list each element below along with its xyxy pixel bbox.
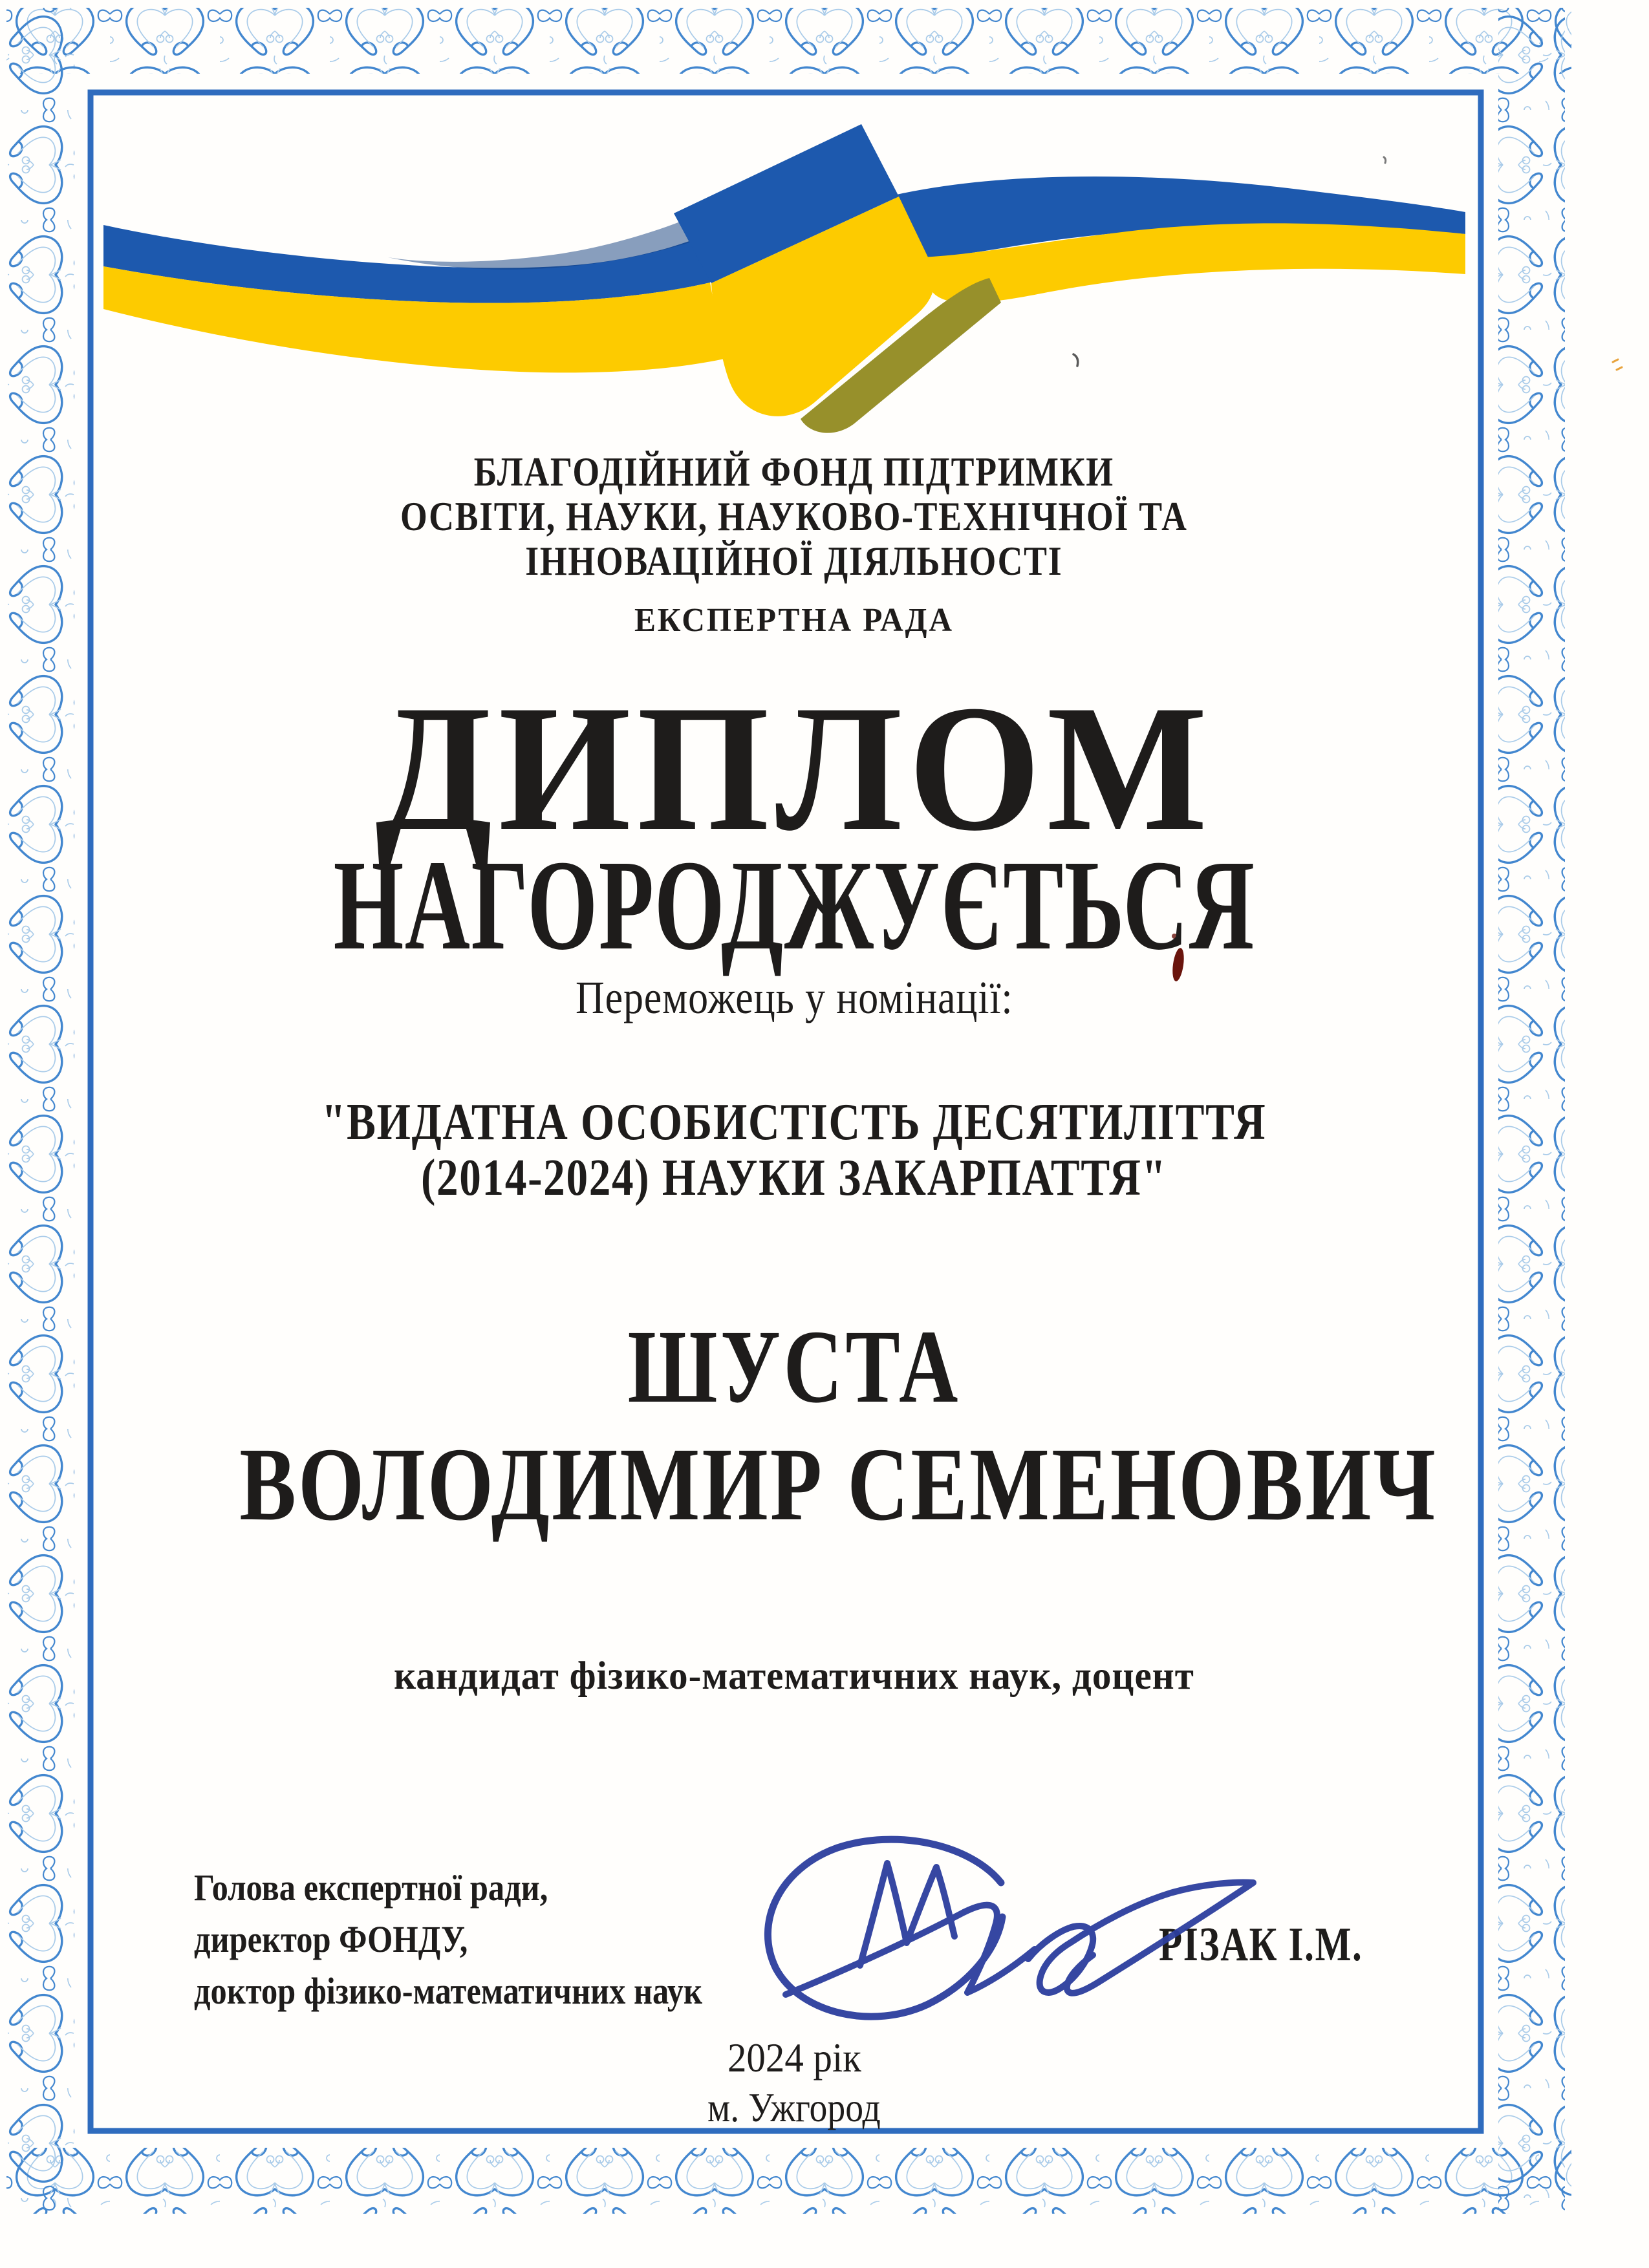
signatory-role-line: Голова експертної ради,: [194, 1867, 548, 1909]
recipient-surname: ШУСТА: [627, 1309, 961, 1425]
awarded-label: НАГОРОДЖУЄТЬСЯ: [333, 834, 1255, 977]
diploma-title: ДИПЛОМ: [374, 667, 1214, 868]
org-line: БЛАГОДІЙНИЙ ФОНД ПІДТРИМКИ: [473, 449, 1115, 495]
signature: [768, 1839, 1253, 2017]
nomination-line: (2014-2024) НАУКИ ЗАКАРПАТТЯ": [421, 1150, 1167, 1206]
nomination-intro: Переможець у номінації:: [575, 972, 1013, 1023]
signatory-name: РІЗАК І.М.: [1159, 1918, 1363, 1971]
recipient-name: ВОЛОДИМИР СЕМЕНОВИЧ: [239, 1427, 1438, 1543]
nomination-line: "ВИДАТНА ОСОБИСТІСТЬ ДЕСЯТИЛІТТЯ: [321, 1094, 1267, 1151]
org-line: ОСВІТИ, НАУКИ, НАУКОВО-ТЕХНІЧНОЇ ТА: [400, 493, 1188, 539]
expert-council-label: ЕКСПЕРТНА РАДА: [634, 602, 954, 639]
recipient-degree: кандидат фізико-математичних наук, доцент: [394, 1654, 1194, 1698]
year-label: 2024 рік: [727, 2035, 861, 2081]
city-label: м. Ужгород: [707, 2084, 881, 2130]
signatory-role-line: доктор фізико-математичних наук: [194, 1970, 703, 2012]
org-line: ІННОВАЦІЙНОЇ ДІЯЛЬНОСТІ: [525, 538, 1063, 584]
signatory-role-line: директор ФОНДУ,: [194, 1918, 468, 1960]
